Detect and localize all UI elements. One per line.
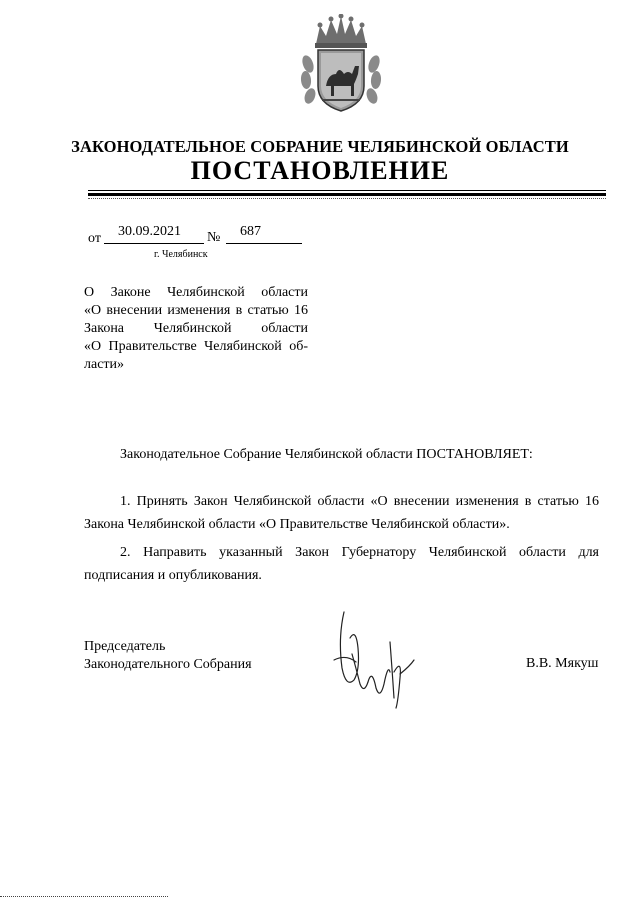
preamble: Законодательное Собрание Челябинской области ПОСТАНОВЛЯЕТ: xyxy=(120,447,533,462)
footer-divider-dotted xyxy=(0,896,168,897)
handwritten-signature xyxy=(330,608,430,710)
subject-line: О Законе Челябинской области xyxy=(84,285,308,300)
document-type: ПОСТАНОВЛЕНИЕ xyxy=(190,156,450,185)
header-divider-thin xyxy=(88,190,606,191)
signatory-title-line: Председатель xyxy=(84,639,166,654)
signatory-title xyxy=(84,638,252,674)
date-prefix: от xyxy=(88,231,101,246)
coat-of-arms-icon xyxy=(298,14,384,114)
document-date: 30.09.2021 xyxy=(118,224,181,239)
subject-line: ласти» xyxy=(84,357,125,372)
signatory-name: В.В. Мякуш xyxy=(526,656,599,671)
number-label: № xyxy=(207,230,221,245)
document-city: г. Челябинск xyxy=(154,249,208,260)
subject-line: «О Правительстве Челябинской об- xyxy=(84,339,308,354)
header-divider-thick xyxy=(88,193,606,196)
header-divider-dotted xyxy=(88,198,606,199)
subject-line: «О внесении изменения в статью 16 xyxy=(84,303,308,318)
organization-title: ЗАКОНОДАТЕЛЬНОЕ СОБРАНИЕ ЧЕЛЯБИНСКОЙ ОБЛАСТИ xyxy=(71,137,569,156)
document-subject xyxy=(84,284,308,374)
date-underline xyxy=(104,243,204,244)
subject-line: Закона Челябинской области xyxy=(84,321,308,336)
signatory-title-line: Законодательного Собрания xyxy=(84,657,252,672)
document-number: 687 xyxy=(240,224,261,239)
resolution-item-1: 1. Принять Закон Челябинской области «О внесении изменения в статью 16 Закона Челябинской области «О Правительстве Челябинской области». xyxy=(84,494,599,532)
number-underline xyxy=(226,243,302,244)
resolution-item-2: 2. Направить указанный Закон Губернатору Челябинской области для подписания и опубликования. xyxy=(84,545,599,583)
